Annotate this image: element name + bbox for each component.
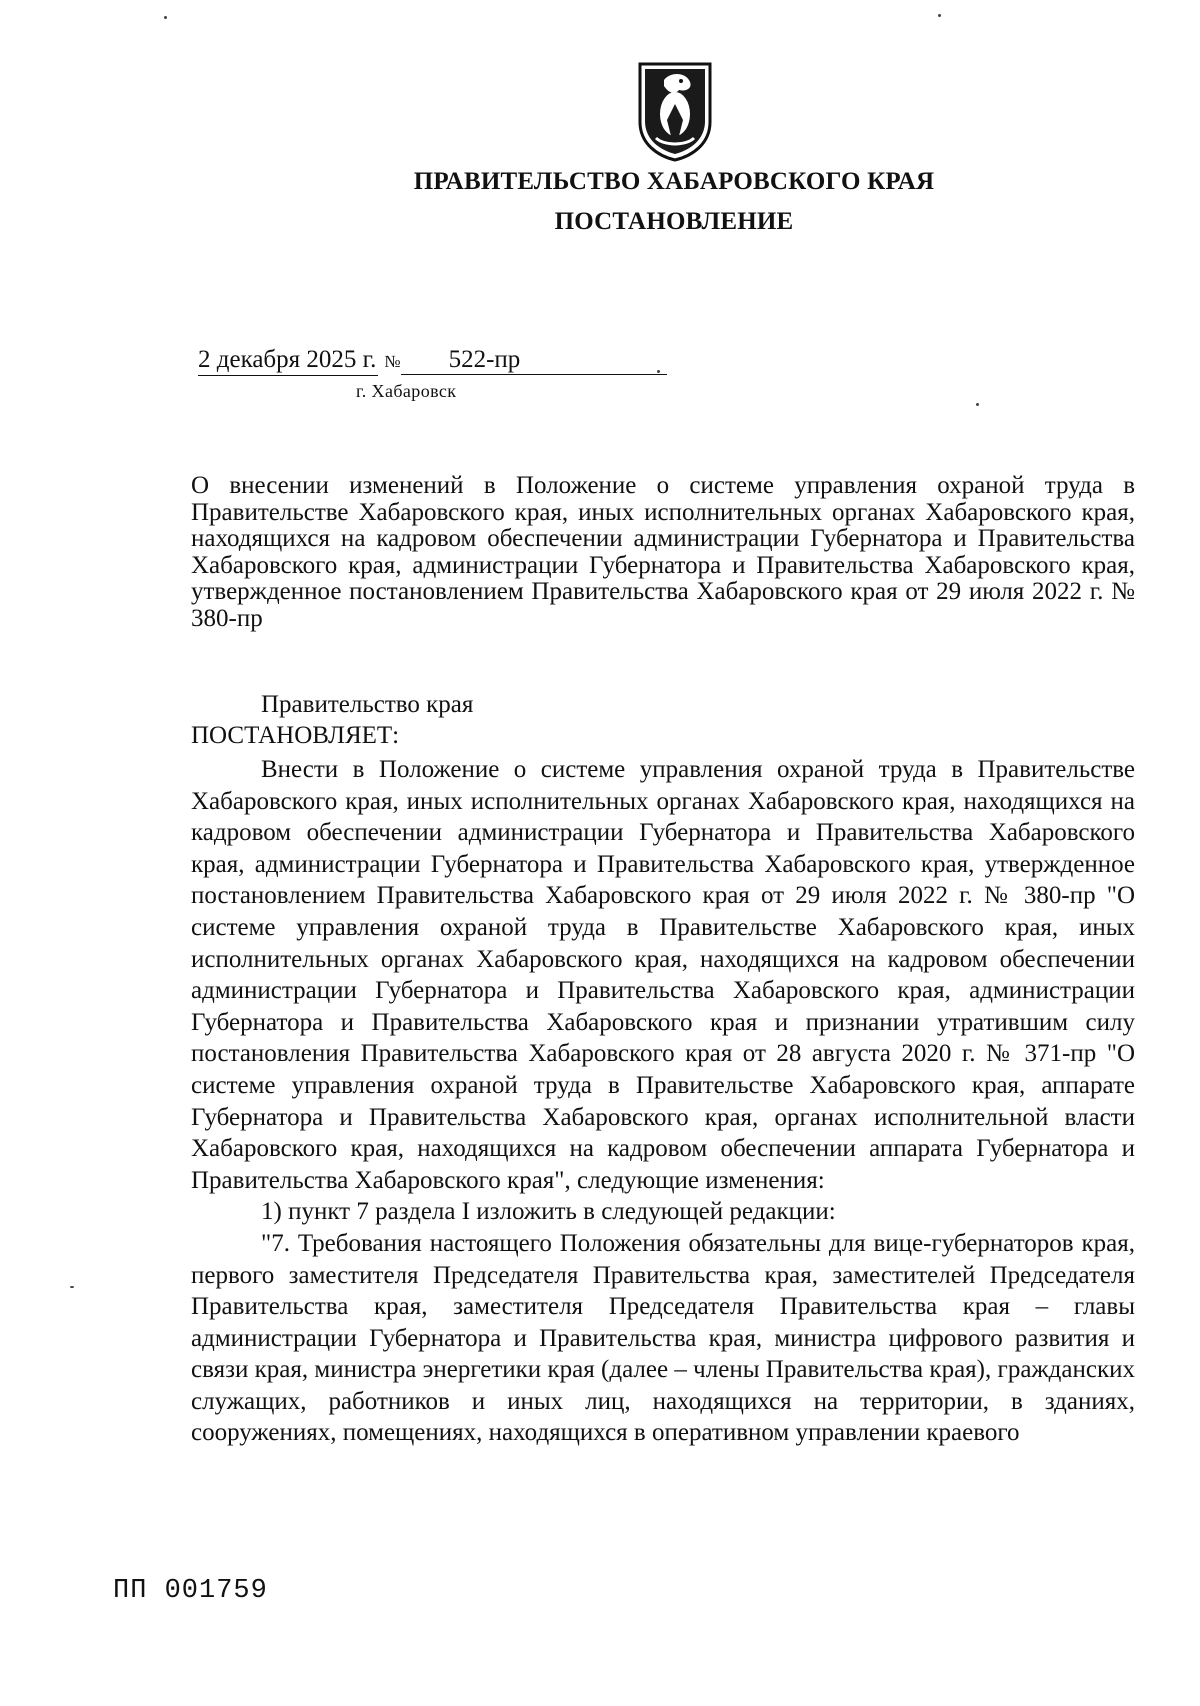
body-paragraph-3: "7. Требования настоящего Положения обязательны для вице-губернаторов края, первого заместителя Председателя Правительства края, заместителей Председателя Правительства края, заместителя Председателя Правительства края – главы администрации Губернатора и Правительства края, министра цифрового развития и связи края, министра энергетики края (далее – члены Правительства края), гражданских служащих, работников и иных лиц, находящихся на территории, в зданиях, сооружениях, помещениях, находящихся в оперативном управлении краевого xyxy=(191,1229,1135,1447)
document-city: г. Хабаровск xyxy=(356,381,457,401)
document-number: 522-пр xyxy=(401,346,667,375)
scan-speck xyxy=(164,16,167,19)
coat-of-arms-icon xyxy=(634,60,716,162)
date-number-line xyxy=(198,346,667,376)
body-paragraph-2: 1) пункт 7 раздела I изложить в следующей редакции: xyxy=(261,1198,836,1226)
preamble-resolves: ПОСТАНОВЛЯЕТ: xyxy=(191,722,400,749)
form-code: ПП 001759 xyxy=(113,1576,268,1606)
government-name: ПРАВИТЕЛЬСТВО ХАБАРОВСКОГО КРАЯ xyxy=(413,168,935,195)
scan-speck xyxy=(976,403,979,406)
scan-speck xyxy=(657,370,660,373)
document-type: ПОСТАНОВЛЕНИЕ xyxy=(554,208,794,235)
body-paragraph-1: Внести в Положение о системе управления охраной труда в Правительстве Хабаровского края, иных исполнительных органах Хабаровского края, находящихся на кадровом обеспечении администрации Губернатора и Правительства Хабаровского края, администрации Губернатора и Правительства Хабаровского края, утвержденное постановлением Правительства Хабаровского края от 29 июля 2022 г. № 380-пр "О системе управления охраной труда в Правительстве Хабаровского края, иных исполнительных органах Хабаровского края, находящихся на кадровом обеспечении администрации Губернатора и Правительства Хабаровского края, администрации Губернатора и Правительства Хабаровского края и признании утратившим силу постановления Правительства Хабаровского края от 28 августа 2020 г. № 371-пр "О системе управления охраной труда в Правительстве Хабаровского края, аппарате Губернатора и Правительства Хабаровского края, органах исполнительной власти Хабаровского края, находящихся на кадровом обеспечении аппарата Губернатора и Правительства Хабаровского края", следующие изменения: xyxy=(191,756,1135,1194)
number-sign: № xyxy=(384,352,401,371)
document-date: 2 декабря 2025 г. xyxy=(198,346,378,376)
scan-speck xyxy=(938,14,941,17)
document-body xyxy=(191,754,1135,1449)
scan-speck xyxy=(70,1286,74,1288)
document-subject: О внесении изменений в Положение о системе управления охраной труда в Правительстве Хабаровского края, иных исполнительных органах Хабаровского края, находящихся на кадровом обеспечении администрации Губернатора и Правительства Хабаровского края, администрации Губернатора и Правительства Хабаровского края, утвержденное постановлением Правительства Хабаровского края от 29 июля 2022 г. № 380-пр xyxy=(191,472,1135,632)
preamble-government: Правительство края xyxy=(261,691,474,718)
